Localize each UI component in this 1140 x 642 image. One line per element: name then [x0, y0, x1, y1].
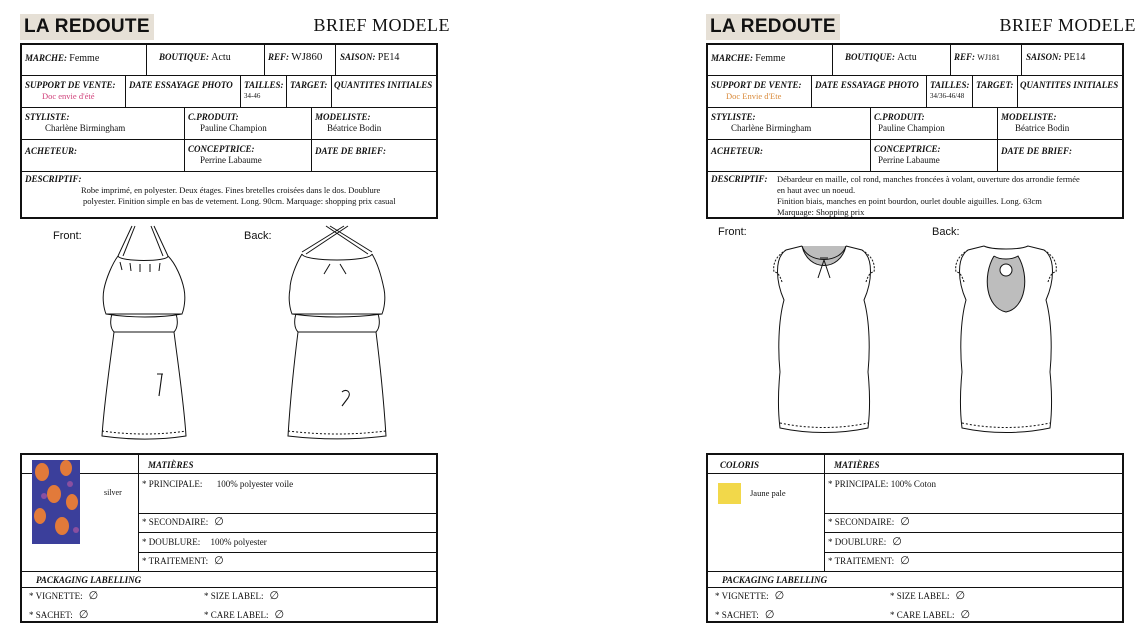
support-cell: SUPPORT DE VENTE: Doc Envie d'Ete: [711, 80, 802, 101]
size-label-row: * SIZE LABEL: ∅: [890, 590, 966, 602]
sachet-row: * SACHET: ∅: [715, 609, 775, 621]
traitement-row: * TRAITEMENT: ∅: [142, 555, 224, 567]
date-brief-cell: DATE DE BRIEF:: [1001, 146, 1073, 156]
marche-cell: MARCHE: Femme: [25, 53, 100, 64]
color-swatch: [718, 483, 741, 504]
care-label-row: * CARE LABEL: ∅: [890, 609, 971, 621]
dress-front-sketch: [90, 224, 200, 446]
brief-sheet-1: [20, 0, 450, 642]
matieres-header: MATIÈRES: [148, 460, 194, 470]
back-label: Back:: [244, 230, 272, 242]
coloris-value: Jaune pale: [750, 488, 786, 498]
boutique-cell: BOUTIQUE: Actu: [845, 52, 917, 63]
doublure-row: * DOUBLURE: ∅: [828, 536, 902, 548]
conceptrice-cell: CONCEPTRICE: Perrine Labaume: [874, 144, 941, 165]
materials-table: [706, 453, 1124, 623]
brief-sheet-2: [706, 0, 1136, 642]
brand-logo: LA REDOUTE: [20, 14, 154, 40]
saison-cell: SAISON: PE14: [340, 52, 400, 63]
top-front-sketch: [768, 242, 880, 436]
document-title: BRIEF MODELE: [999, 15, 1136, 35]
coloris-value: silver: [104, 488, 122, 497]
vignette-row: * VIGNETTE: ∅: [715, 590, 785, 602]
principale-row: * PRINCIPALE: 100% Coton: [828, 479, 936, 489]
styliste-cell: STYLISTE: Charlène Birmingham: [25, 112, 126, 133]
size-label-row: * SIZE LABEL: ∅: [204, 590, 280, 602]
quantites-cell: QUANTITES INITIALES: [334, 80, 433, 90]
descriptif-cell: DESCRIPTIF: Robe imprimé, en polyester. Deux étages. Fines bretelles croisées dans le dos. Doublure polyester. Finition simple en bas de vetement. Long. 90cm. Marquage: shopping prix casual: [25, 174, 396, 206]
descriptif-cell: DESCRIPTIF: Débardeur en maille, col rond, manches froncées à volant, ouverture dos arrondie fermée en haut avec un noeud. Finition biais, manches en point bourdon, ourlet double aiguilles. Long. 63cm Marquage: Shopping prix: [711, 174, 1080, 217]
vignette-row: * VIGNETTE: ∅: [29, 590, 99, 602]
support-cell: SUPPORT DE VENTE: Doc envie d'été: [25, 80, 116, 101]
date-brief-cell: DATE DE BRIEF:: [315, 146, 387, 156]
acheteur-cell: ACHETEUR:: [25, 146, 78, 156]
ref-cell: REF: WJ860: [268, 51, 323, 63]
front-label: Front:: [718, 226, 747, 238]
target-cell: TARGET:: [290, 80, 328, 90]
brand-logo: LA REDOUTE: [706, 14, 840, 40]
info-table: [706, 43, 1124, 219]
matieres-header: MATIÈRES: [834, 460, 880, 470]
print-swatch: [32, 460, 80, 544]
top-back-sketch: [950, 242, 1062, 436]
saison-cell: SAISON: PE14: [1026, 52, 1086, 63]
secondaire-row: * SECONDAIRE: ∅: [828, 516, 910, 528]
materials-table: [20, 453, 438, 623]
dress-back-sketch: [282, 224, 392, 446]
front-label: Front:: [53, 230, 82, 242]
traitement-row: * TRAITEMENT: ∅: [828, 555, 910, 567]
target-cell: TARGET:: [976, 80, 1014, 90]
packaging-header: PACKAGING LABELLING: [722, 575, 828, 585]
tailles-cell: TAILLES: 34/36-46/48: [930, 80, 970, 100]
coloris-header: COLORIS: [720, 460, 760, 470]
marche-cell: MARCHE: Femme: [711, 53, 786, 64]
support-value: Doc Envie d'Ete: [726, 91, 782, 101]
document-title: BRIEF MODELE: [313, 15, 450, 35]
cproduit-cell: C.PRODUIT: Pauline Champion: [874, 112, 945, 133]
sachet-row: * SACHET: ∅: [29, 609, 89, 621]
tailles-cell: TAILLES: 34-46: [244, 80, 284, 100]
modeliste-cell: MODELISTE: Béatrice Bodin: [1001, 112, 1070, 133]
modeliste-cell: MODELISTE: Béatrice Bodin: [315, 112, 382, 133]
secondaire-row: * SECONDAIRE: ∅: [142, 516, 224, 528]
packaging-header: PACKAGING LABELLING: [36, 575, 142, 585]
quantites-cell: QUANTITES INITIALES: [1020, 80, 1119, 90]
care-label-row: * CARE LABEL: ∅: [204, 609, 285, 621]
acheteur-cell: ACHETEUR:: [711, 146, 764, 156]
boutique-cell: BOUTIQUE: Actu: [159, 52, 231, 63]
date-photo-cell: DATE ESSAYAGE PHOTO: [815, 80, 919, 90]
back-label: Back:: [932, 226, 960, 238]
conceptrice-cell: CONCEPTRICE: Perrine Labaume: [188, 144, 262, 165]
support-value: Doc envie d'été: [42, 91, 95, 101]
principale-row: * PRINCIPALE: 100% polyester voile: [142, 479, 294, 489]
ref-cell: REF: WJ181: [954, 52, 1000, 62]
cproduit-cell: C.PRODUIT: Pauline Champion: [188, 112, 267, 133]
info-table: [20, 43, 438, 219]
doublure-row: * DOUBLURE: 100% polyester: [142, 537, 267, 547]
styliste-cell: STYLISTE: Charlène Birmingham: [711, 112, 812, 133]
date-photo-cell: DATE ESSAYAGE PHOTO: [129, 80, 233, 90]
